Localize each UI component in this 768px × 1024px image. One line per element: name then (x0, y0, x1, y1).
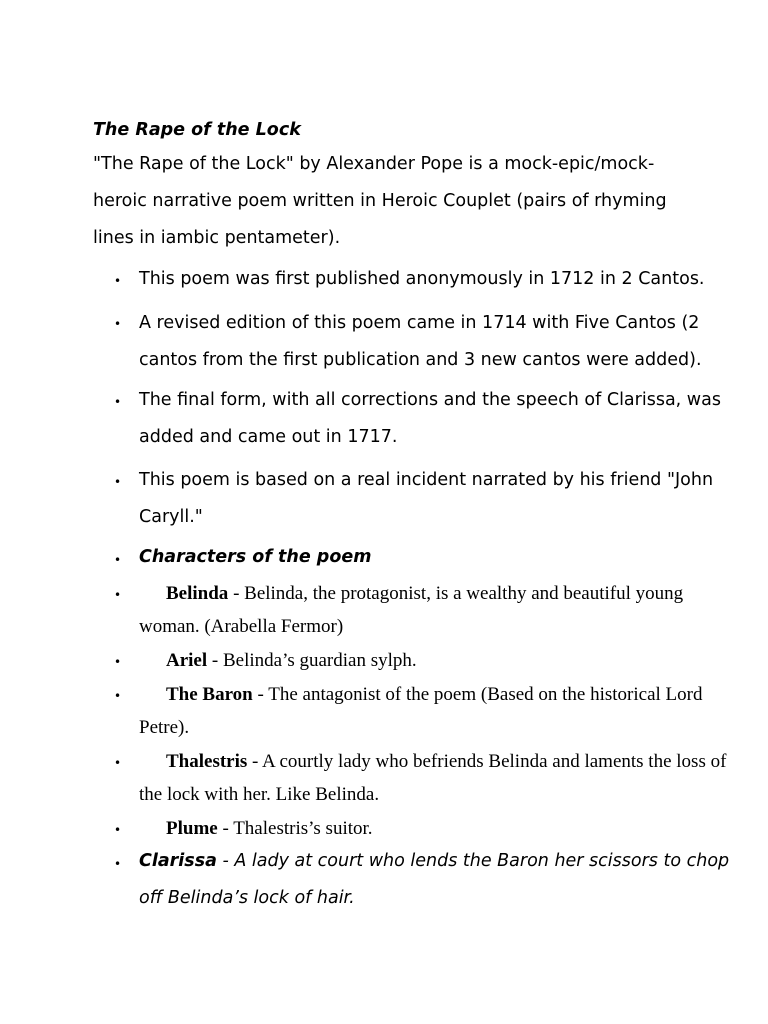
character-name: Ariel (166, 650, 208, 671)
character-name: Thalestris (166, 751, 248, 772)
bullet-marker: • (114, 317, 122, 331)
bullet-marker: • (114, 588, 122, 602)
character-description: - A lady at court who lends the Baron her scissors to chop off Belinda’s lock of hair. (139, 851, 730, 908)
character-name: Belinda (166, 583, 229, 604)
bullet-marker: • (114, 475, 122, 489)
character-item (139, 577, 739, 643)
character-item (139, 678, 739, 744)
bullet-marker: • (114, 655, 122, 669)
character-description: - The antagonist of the poem (Based on the historical Lord Petre). (139, 684, 703, 738)
character-item (139, 745, 739, 811)
fact-item: The final form, with all corrections and the speech of Clarissa, was added and came out in 1717. (139, 390, 721, 447)
bullet-marker: • (114, 395, 122, 409)
character-item (139, 644, 739, 677)
character-description: - A courtly lady who befriends Belinda and laments the loss of the lock with her. Like Belinda. (139, 751, 727, 805)
character-description: - Belinda, the protagonist, is a wealthy and beautiful young woman. (Arabella Fermor) (139, 583, 684, 637)
character-item (139, 843, 739, 917)
character-description: - Thalestris’s suitor. (217, 818, 373, 839)
document-title: The Rape of the Lock (93, 120, 301, 140)
fact-item: This poem is based on a real incident narrated by his friend "John Caryll." (139, 470, 714, 527)
character-name: Plume (166, 818, 218, 839)
character-description: - Belinda’s guardian sylph. (207, 650, 417, 671)
character-name: The Baron (166, 684, 253, 705)
character-name: Clarissa (139, 851, 217, 871)
bullet-marker: • (114, 823, 122, 837)
bullet-marker: • (114, 553, 122, 567)
fact-item: A revised edition of this poem came in 1714 with Five Cantos (2 cantos from the first publication and 3 new cantos were added). (139, 313, 702, 370)
bullet-marker: • (114, 756, 122, 770)
character-item (139, 812, 739, 845)
fact-item: This poem was first published anonymously in 1712 in 2 Cantos. (139, 269, 705, 289)
intro-paragraph: "The Rape of the Lock" by Alexander Pope is a mock-epic/mock-heroic narrative poem written in Heroic Couplet (pairs of rhyming lines in iambic pentameter). (93, 154, 667, 248)
characters-heading: Characters of the poem (139, 547, 372, 567)
bullet-marker: • (114, 689, 122, 703)
bullet-marker: • (114, 857, 122, 871)
bullet-marker: • (114, 274, 122, 288)
